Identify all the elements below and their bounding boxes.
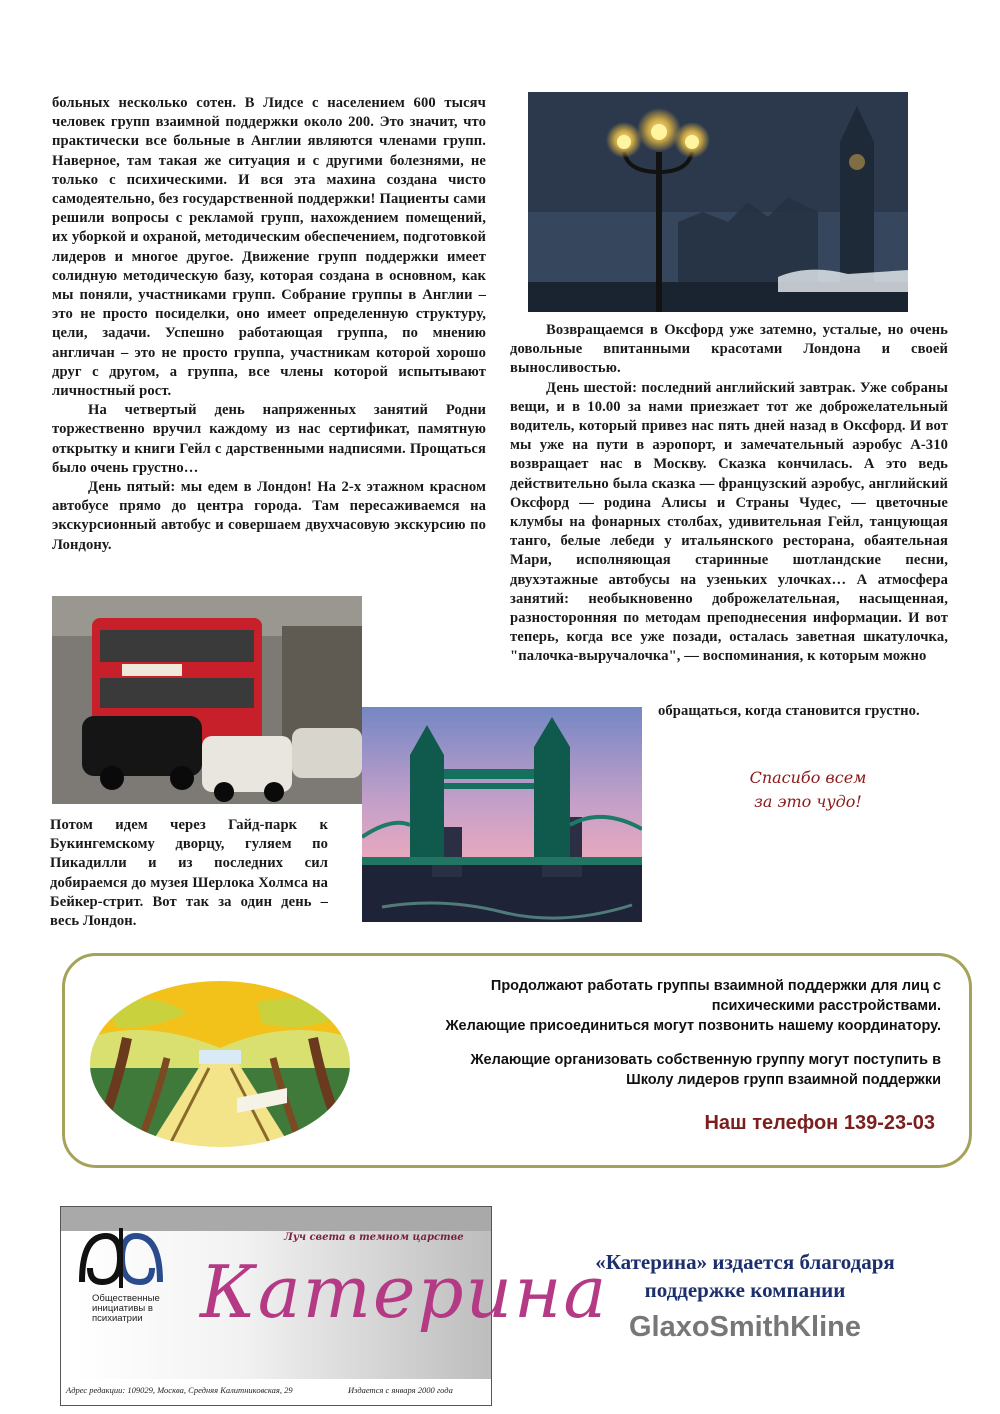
info-line: Школу лидеров групп взаимной поддержки: [626, 1072, 941, 1088]
info-line: психическими расстройствами.: [711, 998, 941, 1014]
paragraph: На четвертый день напряженных занятий Родни торжественно вручил каждому из нас сертификат, памятную открытку и книги Гейл с дарственными надписями. Прощаться было очень грустно…: [52, 402, 486, 476]
paragraph: День пятый: мы едем в Лондон! На 2-х этажном красном автобусе прямо до центра города. Там пересаживаемся на экскурсионный автобус и совершаем двухчасовую экскурсию по Лондону.: [52, 479, 486, 553]
phone-number: Наш телефон 139-23-03: [704, 1112, 935, 1134]
info-line: Продолжают работать группы взаимной поддержки для лиц с: [490, 978, 941, 994]
sponsor-block: [530, 1248, 960, 1346]
big-ben-photo: [528, 92, 908, 312]
tower-bridge-photo: [362, 707, 642, 922]
org-logo-icon: [76, 1228, 166, 1292]
park-illustration: [87, 978, 353, 1150]
info-text: [365, 976, 941, 1090]
info-line: Желающие присоединиться могут позвонить нашему координатору.: [445, 1018, 941, 1034]
paragraph: Возвращаемся в Оксфорд уже затемно, усталые, но очень довольные впитанными красотами Лондона и своей выносливостью.: [510, 322, 948, 377]
london-bus-photo: [52, 596, 362, 804]
left-column-text: [52, 94, 486, 555]
right-column-text: [510, 321, 948, 667]
thanks-note: [728, 766, 888, 814]
sponsor-line: поддержке компании: [644, 1278, 846, 1302]
info-line: Желающие организовать собственную группу могут поступить в: [470, 1052, 941, 1068]
publication-since: Издается с января 2000 года: [348, 1385, 453, 1395]
caption-text: Потом идем через Гайд-парк к Букингемскому дворцу, гуляем по Пикадилли и из последних сил добираемся до музея Шерлока Холмса на Бейкер-стрит. Вот так за один день – весь Лондон.: [50, 817, 328, 930]
sponsor-company-name: GlaxoSmithKline: [628, 1311, 862, 1343]
support-groups-info-box: [62, 953, 972, 1168]
newspaper-title: Катерина: [200, 1250, 609, 1334]
editorial-address: Адрес редакции: 109029, Москва, Средняя Калитниковская, 29: [66, 1385, 293, 1395]
logo-org-name: Общественные инициативы в психиатрии: [92, 1293, 160, 1324]
sponsor-line: «Катерина» издается благодаря: [595, 1250, 895, 1274]
paragraph: больных несколько сотен. В Лидсе с населением 600 тысяч человек групп взаимной поддержки около 200. Это значит, что практически все больные в Англии являются членами групп. Наверное, там такая же ситуация и с другими болезнями, не только с психическими. И вся эта махина создана чисто самодеятельно, без государственной поддержки! Пациенты сами решили вопросы с рекламой групп, нахождением помещений, их уборкой и охраной, методическим обеспечением, подготовкой лидеров и многое другое. Движение групп поддержки имеет солидную методическую базу, которая создана в основном, как мы поняли, участниками групп. Собрание группы в Англии – это не просто посиделки, оно имеет определенную структуру, цели, задачи. Успешно работающая группа, по мнению англичан – это не просто группа, участникам которой хорошо друг с другом, а группа, все члены которой испытывают личностный рост.: [52, 95, 486, 400]
logo-tagline: Луч света в темном царстве: [284, 1232, 464, 1243]
thanks-line: Спасибо всем: [749, 768, 867, 787]
paragraph: День шестой: последний английский завтрак. Уже собраны вещи, и в 10.00 за нами приезжает тот же доброжелательный водитель, который привез нас пять дней назад в Оксфорд. И вот мы уже на пути в аэропорт, и замечательный аэробус А-310 возвращает нас в Москву. Сказка кончилась. А это ведь действительно была сказка — французский аэробус, английский Оксфорд — родина Алисы и Страны Чудес, — цветочные клумбы на фонарных столбах, удивительная Гейл, танцующая танго, белые лебеди у итальянского ресторана, обаятельная Мари, исполняющая старинные шотландские песни, двухэтажные автобусы на узеньких улочках… А атмосфера занятий: необыкновенно доброжелательная, насыщенная, разносторонняя по методам преподнесения информации. И вот теперь, когда все уже позади, осталась заветная шкатулочка, "палочка-выручалочка", — воспоминания, к которым можно: [510, 379, 948, 665]
thanks-line: за это чудо!: [754, 792, 862, 811]
right-column-tail: обращаться, когда становится грустно.: [658, 703, 920, 719]
